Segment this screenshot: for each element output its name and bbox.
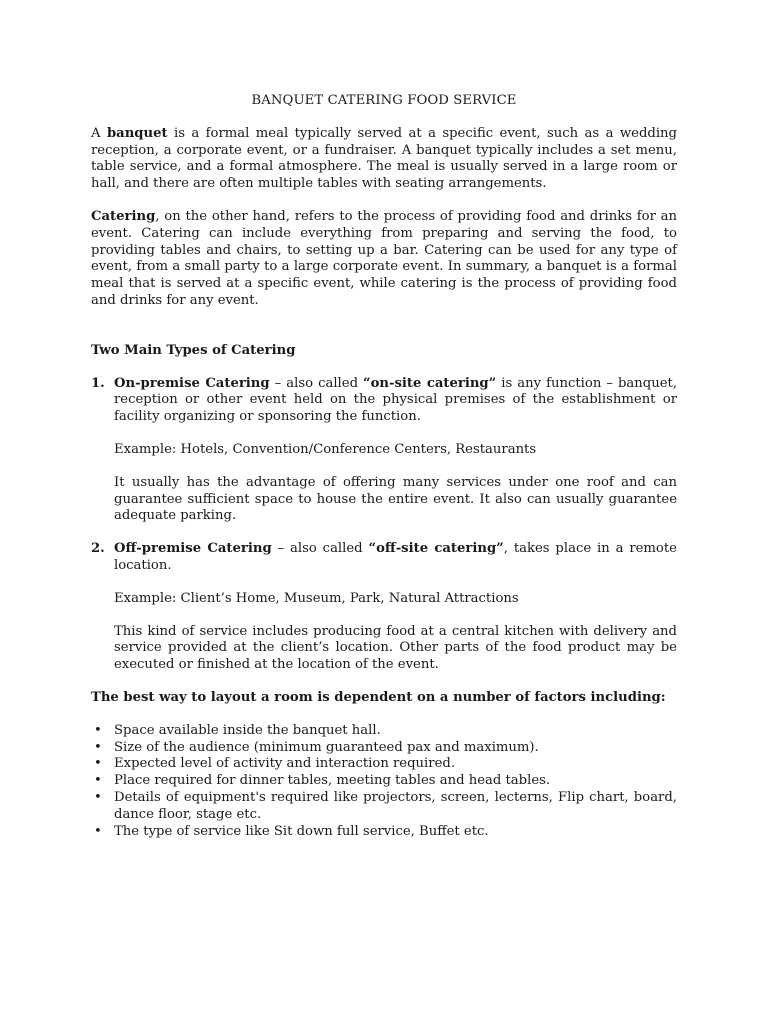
type-description	[114, 541, 677, 575]
type-text: , takes place in a remote location.	[114, 541, 677, 573]
factor-text: Size of the audience (minimum guaranteed pax and maximum).	[114, 739, 539, 755]
bullet-icon: •	[94, 773, 102, 789]
bullet-icon: •	[94, 722, 102, 738]
bullet-icon: •	[94, 756, 102, 772]
type-alias: “on-site catering”	[363, 375, 497, 391]
type-note: This kind of service includes producing food at a central kitchen with delivery and service provided at the client’s location. Other parts of the food product may be executed or finished at the location of the event.	[114, 623, 677, 673]
factor-text: Details of equipment's required like projectors, screen, lecterns, Flip chart, board, dance floor, stage etc.	[114, 789, 677, 822]
type-example: Example: Hotels, Convention/Conference Centers, Restaurants	[114, 441, 537, 457]
type-connector: – also called	[269, 375, 364, 391]
list-item	[91, 740, 677, 757]
banquet-term: banquet	[106, 125, 168, 141]
list-number: 2.	[91, 541, 105, 557]
list-item	[91, 790, 677, 824]
type-example: Example: Client’s Home, Museum, Park, Natural Attractions	[114, 590, 519, 606]
banquet-lead: A	[91, 125, 107, 141]
type-description	[114, 376, 677, 426]
types-heading: Two Main Types of Catering	[91, 342, 296, 358]
type-note: It usually has the advantage of offering many services under one roof and can guarantee sufficient space to house the entire event. It also can usually guarantee adequate parking.	[114, 474, 677, 524]
type-connector: – also called	[271, 541, 369, 557]
factor-text: Expected level of activity and interaction required.	[114, 756, 456, 772]
document-title: BANQUET CATERING FOOD SERVICE	[251, 93, 517, 108]
catering-paragraph	[91, 209, 677, 310]
factor-text: The type of service like Sit down full service, Buffet etc.	[114, 823, 489, 839]
type-text: is any function – banquet, reception or other event held on the physical premises of the establishment or facility organizing or sponsoring the function.	[114, 375, 678, 425]
document-page	[91, 93, 677, 840]
bullet-icon: •	[94, 823, 102, 839]
type-alias: “off-site catering”	[368, 541, 504, 557]
list-item	[91, 773, 677, 790]
bullet-icon: •	[94, 739, 102, 755]
banquet-paragraph	[91, 126, 677, 193]
factor-text: Place required for dinner tables, meeting tables and head tables.	[114, 773, 551, 789]
list-number: 1.	[91, 375, 105, 391]
catering-type-on-premise	[91, 376, 677, 526]
type-name: On-premise Catering	[114, 375, 270, 391]
bullet-icon: •	[94, 789, 102, 805]
catering-text: , on the other hand, refers to the process of providing food and drinks for an event. Catering can include everything from preparing and serving the food, to providing tables and chairs, to setting up a bar. Catering can be used for any type of event, from a small party to a large corporate event. In summary, a banquet is a formal meal that is served at a specific event, while catering is the process of providing food and drinks for any event.	[91, 208, 677, 308]
catering-term: Catering	[91, 208, 156, 224]
list-item	[91, 723, 677, 740]
list-item	[91, 756, 677, 773]
banquet-text: is a formal meal typically served at a specific event, such as a wedding reception, a corporate event, or a fundraiser. A banquet typically includes a set menu, table service, and a formal atmosphere. The meal is usually served in a large room or hall, and there are often multiple tables with seating arrangements.	[91, 125, 677, 192]
layout-heading: The best way to layout a room is dependent on a number of factors including:	[91, 689, 666, 705]
catering-type-off-premise	[91, 541, 677, 674]
type-name: Off-premise Catering	[114, 541, 272, 557]
list-item	[91, 824, 677, 841]
factors-list	[91, 723, 677, 841]
factor-text: Space available inside the banquet hall.	[114, 722, 381, 738]
